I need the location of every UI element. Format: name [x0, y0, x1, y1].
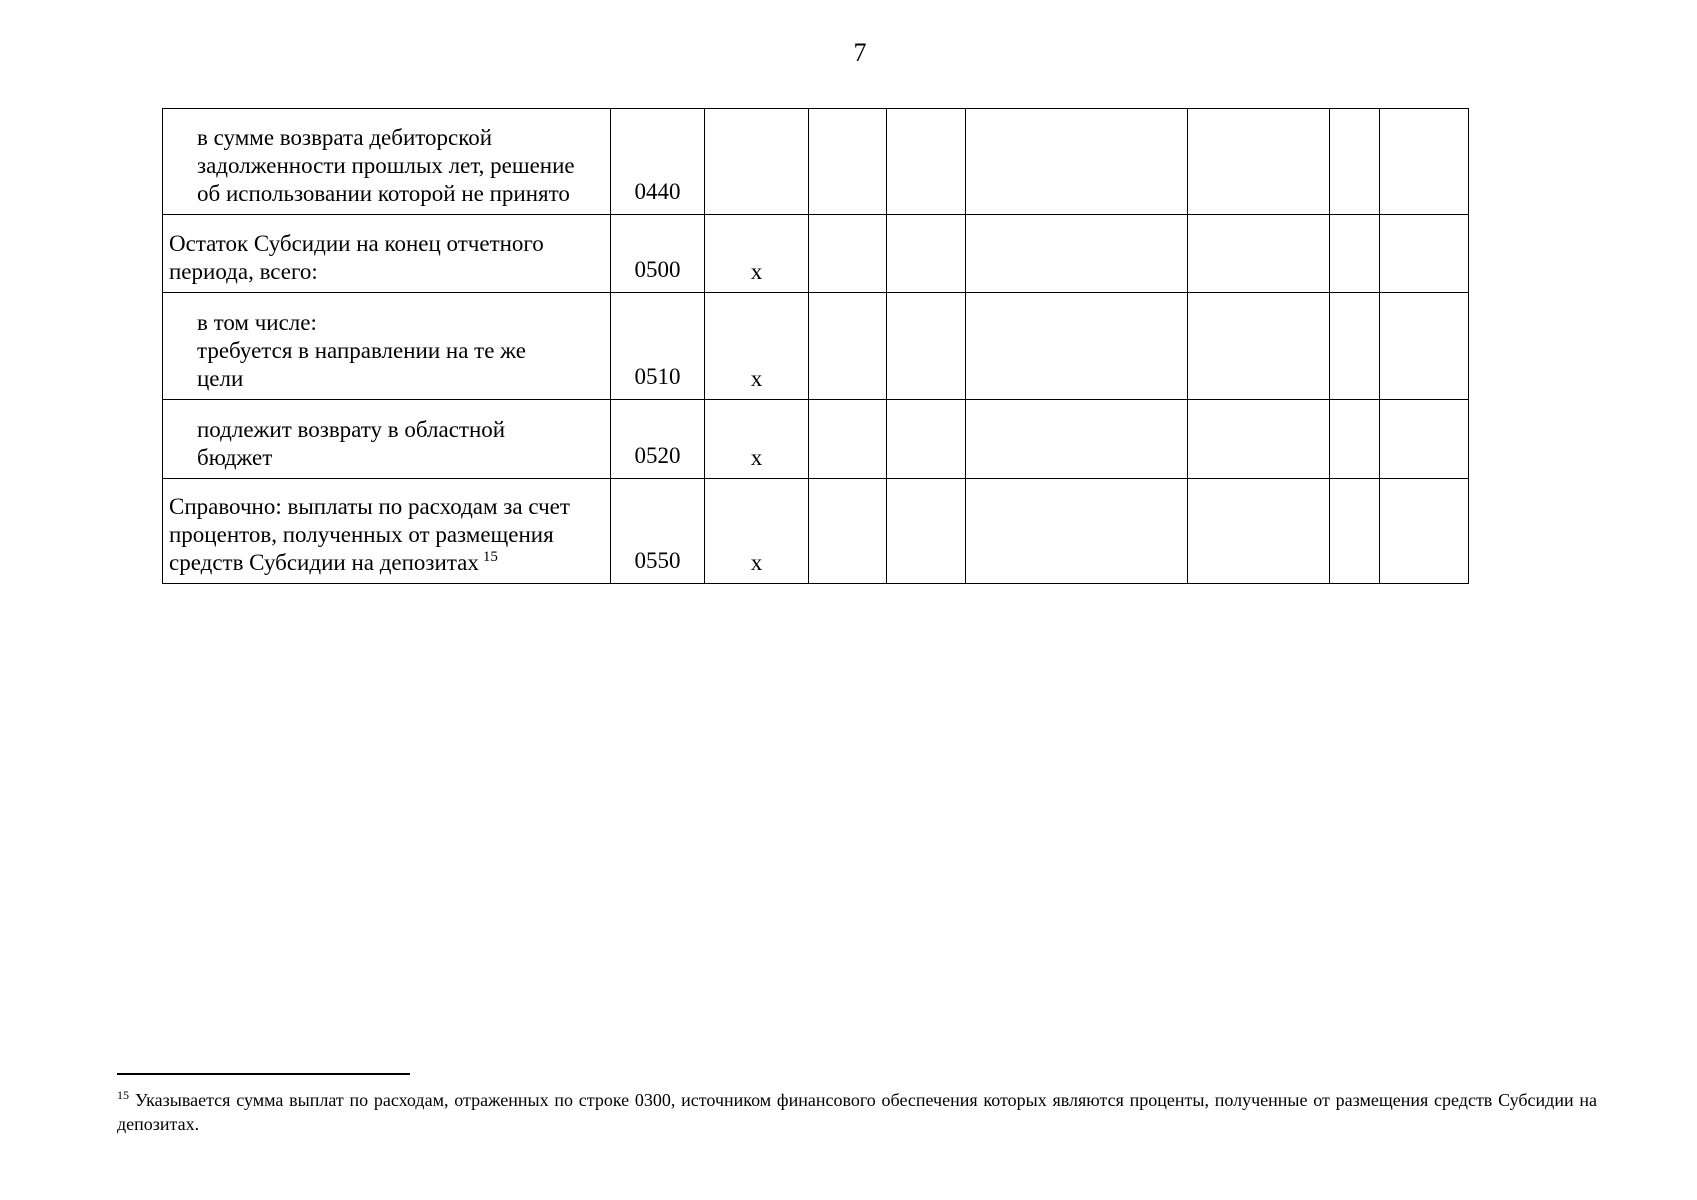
- page-number: 7: [853, 38, 867, 67]
- empty-cell: [1330, 109, 1380, 215]
- empty-cell: [1380, 479, 1469, 584]
- row-description-line: цели: [197, 366, 244, 391]
- row-code: 0500: [611, 215, 705, 293]
- footnote-reference: 15: [482, 549, 498, 566]
- row-description-line: в сумме возврата дебиторской: [197, 125, 493, 150]
- row-code: 0440: [611, 109, 705, 215]
- row-mark: [705, 109, 809, 215]
- empty-cell: [809, 215, 887, 293]
- footnote-number: 15: [117, 1088, 129, 1102]
- row-mark: x: [705, 293, 809, 400]
- empty-cell: [966, 293, 1188, 400]
- row-description: [163, 293, 611, 400]
- empty-cell: [809, 109, 887, 215]
- row-mark: x: [705, 400, 809, 479]
- row-description-line: в том числе:: [197, 310, 317, 335]
- table-row-0500: [163, 215, 1469, 293]
- empty-cell: [1188, 479, 1330, 584]
- empty-cell: [966, 109, 1188, 215]
- empty-cell: [1330, 293, 1380, 400]
- row-code: 0510: [611, 293, 705, 400]
- empty-cell: [1380, 215, 1469, 293]
- footnote-separator: [117, 1073, 410, 1075]
- empty-cell: [809, 400, 887, 479]
- empty-cell: [1330, 215, 1380, 293]
- empty-cell: [1188, 400, 1330, 479]
- row-description: [163, 215, 611, 293]
- empty-cell: [809, 293, 887, 400]
- row-description: [163, 479, 611, 584]
- row-code: 0520: [611, 400, 705, 479]
- row-mark: x: [705, 215, 809, 293]
- empty-cell: [1188, 215, 1330, 293]
- row-description-line: об использовании которой не принято: [197, 181, 570, 206]
- empty-cell: [887, 479, 966, 584]
- empty-cell: [809, 479, 887, 584]
- table-row-0550: [163, 479, 1469, 584]
- subsidy-report-table: [162, 108, 1469, 584]
- row-description-line: бюджет: [197, 445, 273, 470]
- row-description-line: [169, 549, 602, 577]
- empty-cell: [966, 479, 1188, 584]
- row-description-line: процентов, полученных от размещения: [169, 522, 554, 547]
- row-description-line: требуется в направлении на те же: [197, 338, 526, 363]
- empty-cell: [966, 400, 1188, 479]
- row-description: [163, 109, 611, 215]
- empty-cell: [1330, 479, 1380, 584]
- empty-cell: [1188, 109, 1330, 215]
- empty-cell: [1330, 400, 1380, 479]
- empty-cell: [966, 215, 1188, 293]
- empty-cell: [1380, 109, 1469, 215]
- empty-cell: [1188, 293, 1330, 400]
- table-row-0510: [163, 293, 1469, 400]
- row-description-line: Справочно: выплаты по расходам за счет: [169, 494, 570, 519]
- table-row-0440: [163, 109, 1469, 215]
- row-description-text: средств Субсидии на депозитах: [169, 550, 479, 575]
- footnote-text: Указывается сумма выплат по расходам, отраженных по строке 0300, источником финансового обеспечения которых являются проценты, полученные от размещения средств Субсидии на депозитах.: [117, 1090, 1597, 1134]
- empty-cell: [887, 109, 966, 215]
- row-description-line: задолженности прошлых лет, решение: [197, 153, 575, 178]
- row-code: 0550: [611, 479, 705, 584]
- row-description-line: периода, всего:: [169, 259, 318, 284]
- empty-cell: [1380, 293, 1469, 400]
- row-mark: x: [705, 479, 809, 584]
- empty-cell: [887, 400, 966, 479]
- row-description: [163, 400, 611, 479]
- table-row-0520: [163, 400, 1469, 479]
- empty-cell: [887, 215, 966, 293]
- row-description-line: Остаток Субсидии на конец отчетного: [169, 231, 544, 256]
- row-description-line: подлежит возврату в областной: [197, 417, 506, 442]
- footnote: [117, 1088, 1597, 1136]
- empty-cell: [1380, 400, 1469, 479]
- empty-cell: [887, 293, 966, 400]
